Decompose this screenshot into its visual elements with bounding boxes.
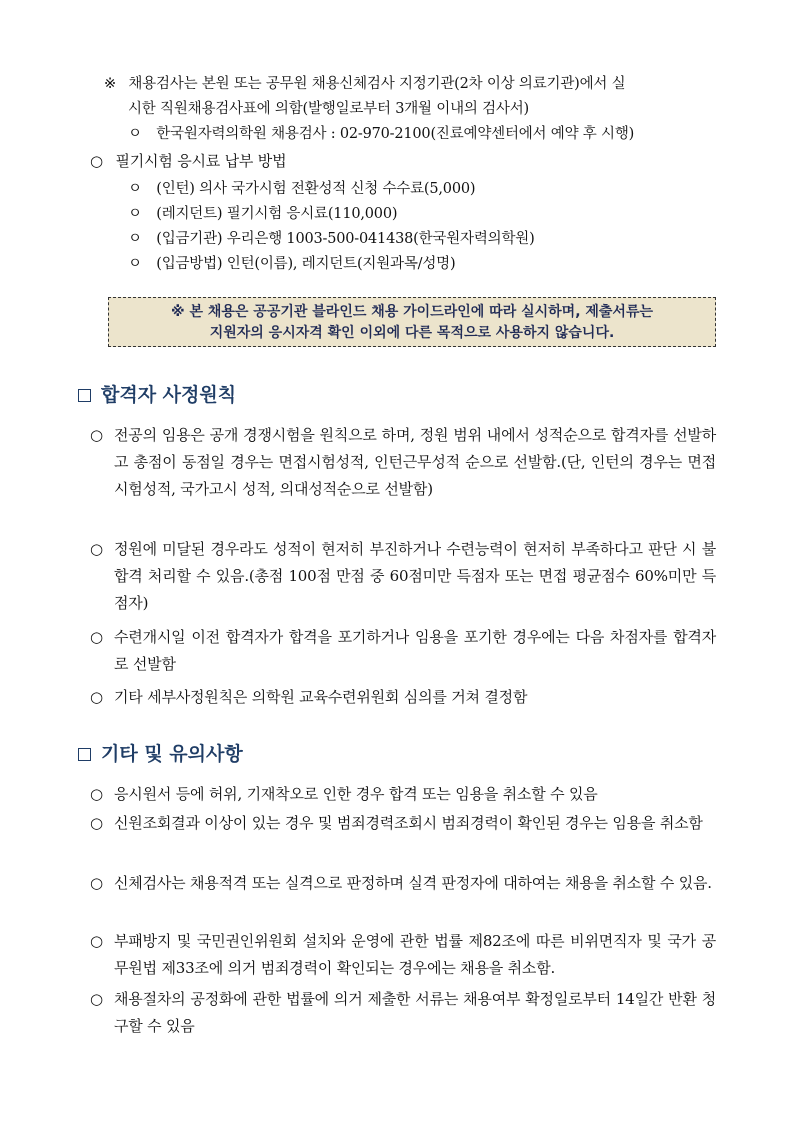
section-title-text: 합격자 사정원칙: [101, 384, 237, 406]
fee-item-text: (인턴) 의사 국가시험 전환성적 신청 수수료(5,000): [156, 181, 476, 197]
circle-bullet: ○: [90, 540, 103, 558]
sub-bullet: ㅇ: [128, 231, 142, 247]
note-text-1: 채용검사는 본원 또는 공무원 채용신체검사 지정기관(2차 이상 의료기관)에서 실: [128, 76, 626, 92]
circle-bullet: ○: [90, 688, 103, 706]
blind-hiring-notice: [108, 297, 716, 347]
section-title-other-notes: [78, 741, 243, 767]
circle-bullet: ○: [90, 874, 103, 892]
list-item: [90, 422, 716, 503]
list-item: [90, 986, 716, 1040]
list-item-text: 부패방지 및 국민권인위원회 설치와 운영에 관한 법률 제82조에 따른 비위면직자 및 국가 공무원법 제33조에 의거 범죄경력이 확인되는 경우에는 채용을 취소함.: [114, 932, 716, 977]
list-item-text: 기타 세부사정원칙은 의학원 교육수련위원회 심의를 거쳐 결정함: [114, 688, 528, 706]
list-item-text: 채용절차의 공정화에 관한 법률에 의거 제출한 서류는 채용여부 확정일로부터 14일간 반환 청구할 수 있음: [114, 990, 716, 1035]
circle-bullet: ○: [90, 814, 103, 832]
fee-item: [128, 203, 397, 225]
list-item: [90, 870, 716, 897]
circle-bullet: ○: [90, 426, 103, 444]
list-item: [90, 781, 716, 808]
fee-heading-line: [90, 150, 286, 172]
list-item-text: 신체검사는 채용적격 또는 실격으로 판정하며 실격 판정자에 대하여는 채용을 취소할 수 있음.: [114, 874, 712, 892]
circle-bullet: ○: [90, 152, 103, 170]
fee-item-text: (입금기관) 우리은행 1003-500-041438(한국원자력의학원): [156, 231, 535, 247]
sub-bullet: ㅇ: [128, 256, 142, 272]
section-title-text: 기타 및 유의사항: [101, 743, 243, 765]
list-item: [90, 810, 716, 837]
list-item: [90, 536, 716, 617]
circle-bullet: ○: [90, 785, 103, 803]
fee-item: [128, 228, 535, 250]
list-item-text: 응시원서 등에 허위, 기재착오로 인한 경우 합격 또는 임용을 취소할 수 있음: [114, 785, 598, 803]
circle-bullet: ○: [90, 932, 103, 950]
checkbox-square-icon: [78, 748, 91, 761]
note-line-1: [104, 73, 625, 95]
list-item-text: 정원에 미달된 경우라도 성적이 현저히 부진하거나 수련능력이 현저히 부족하다고 판단 시 불합격 처리할 수 있음.(총점 100점 만점 중 60점미만 득점자 또는 면접 평균점수 60%미만 득점자): [114, 540, 716, 612]
list-item-text: 수련개시일 이전 합격자가 합격을 포기하거나 임용을 포기한 경우에는 다음 차점자를 합격자로 선발함: [114, 628, 716, 673]
list-item: [90, 928, 716, 982]
fee-item: [128, 253, 455, 275]
note-line-2: 시한 직원채용검사표에 의함(발행일로부터 3개월 이내의 검사서): [128, 101, 529, 117]
circle-bullet: ○: [90, 990, 103, 1008]
sub-bullet: ㅇ: [128, 206, 142, 222]
sub-bullet: ㅇ: [128, 181, 142, 197]
sub-bullet: ㅇ: [128, 126, 142, 142]
list-item: [90, 684, 716, 711]
note-sub-line: [128, 123, 634, 145]
note-sub-text: 한국원자력의학원 채용검사 : 02-970-2100(진료예약센터에서 예약 후 시행): [156, 126, 635, 142]
checkbox-square-icon: [78, 389, 91, 402]
fee-item: [128, 178, 475, 200]
note-mark: ※: [104, 76, 116, 92]
notice-line-1: ※ 본 채용은 공공기관 블라인드 채용 가이드라인에 따라 실시하며, 제출서류는: [170, 304, 654, 320]
list-item-text: 신원조회결과 이상이 있는 경우 및 범죄경력조회시 범죄경력이 확인된 경우는 임용을 취소함: [114, 814, 703, 832]
notice-line-2: 지원자의 응시자격 확인 이외에 다른 목적으로 사용하지 않습니다.: [209, 325, 615, 341]
section-title-selection-principles: [78, 382, 236, 408]
fee-heading: 필기시험 응시료 납부 방법: [115, 152, 287, 170]
fee-item-text: (레지던트) 필기시험 응시료(110,000): [156, 206, 398, 222]
list-item-text: 전공의 임용은 공개 경쟁시험을 원칙으로 하며, 정원 범위 내에서 성적순으로 합격자를 선발하고 총점이 동점일 경우는 면접시험성적, 인턴근무성적 순으로 선발함.(단, 인턴의 경우는 면접시험성적, 국가고시 성적, 의대성적순으로 선발함): [114, 426, 716, 498]
circle-bullet: ○: [90, 628, 103, 646]
fee-item-text: (입금방법) 인턴(이름), 레지던트(지원과목/성명): [156, 256, 456, 272]
list-item: [90, 624, 716, 678]
